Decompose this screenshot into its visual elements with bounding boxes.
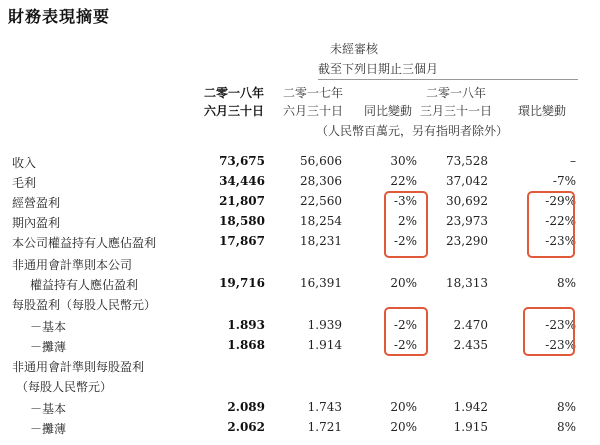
- table-row: [0, 398, 600, 418]
- row-value-col5: 8%: [556, 420, 576, 434]
- table-row: [0, 418, 600, 438]
- table-row: [0, 152, 600, 172]
- row-value-col1: 34,446: [219, 174, 265, 188]
- row-value-col3: 22%: [390, 174, 417, 188]
- row-value-col1: 19,716: [219, 276, 265, 290]
- row-value-col3: -2%: [393, 234, 417, 248]
- col4-head-line1: 二零一八年: [426, 86, 487, 100]
- row-value-col1: 1.893: [227, 318, 265, 332]
- row-label: 非通用會計準則本公司: [12, 258, 133, 272]
- col1-head-line1: 二零一八年: [204, 86, 265, 100]
- table-row: [0, 376, 600, 396]
- row-value-col4: 37,042: [446, 174, 488, 188]
- col4-head-line2: 三月三十一日: [420, 104, 493, 118]
- row-label: （每股人民幣元）: [16, 380, 113, 394]
- row-value-col1: 2.062: [227, 420, 265, 434]
- header-unaudited: 未經審核: [330, 42, 379, 56]
- row-value-col3: 30%: [390, 154, 417, 168]
- table-row: [0, 336, 600, 356]
- table-row: [0, 212, 600, 232]
- row-value-col5: 8%: [556, 400, 576, 414]
- row-label: 非通用會計準則每股盈利: [12, 360, 145, 374]
- row-value-col2: 1.721: [307, 420, 342, 434]
- row-value-col3: 20%: [390, 276, 417, 290]
- table-row: [0, 192, 600, 212]
- table-row: [0, 294, 600, 314]
- table-row: [0, 274, 600, 294]
- row-value-col1: 73,675: [219, 154, 265, 168]
- row-value-col4: 2.435: [453, 338, 488, 352]
- row-label: 每股盈利（每股人民幣元）: [12, 298, 157, 312]
- row-value-col4: 23,973: [446, 214, 488, 228]
- table-row: [0, 316, 600, 336]
- row-value-col2: 16,391: [300, 276, 342, 290]
- row-value-col5: –: [570, 154, 576, 168]
- row-label: －基本: [30, 402, 67, 416]
- row-value-col4: 23,290: [446, 234, 488, 248]
- row-value-col1: 21,807: [219, 194, 265, 208]
- row-label: 期內盈利: [12, 216, 61, 230]
- table-row: [0, 232, 600, 252]
- row-value-col2: 56,606: [300, 154, 342, 168]
- row-value-col3: -2%: [393, 318, 417, 332]
- col2-head-line2: 六月三十日: [283, 104, 344, 118]
- row-value-col5: -22%: [545, 214, 576, 228]
- row-value-col3: 20%: [390, 400, 417, 414]
- row-value-col5: -23%: [545, 234, 576, 248]
- row-value-col3: -3%: [393, 194, 417, 208]
- col1-head-line2: 六月三十日: [204, 104, 265, 118]
- row-label: 毛利: [12, 176, 37, 190]
- table-row: [0, 172, 600, 192]
- row-value-col3: 20%: [390, 420, 417, 434]
- units-note: （人民幣百萬元，另有指明者除外）: [316, 124, 509, 138]
- row-value-col3: -2%: [393, 338, 417, 352]
- row-value-col5: 8%: [556, 276, 576, 290]
- row-label: 經營盈利: [12, 196, 61, 210]
- row-value-col5: -23%: [545, 338, 576, 352]
- row-value-col4: 30,692: [446, 194, 488, 208]
- row-label: 收入: [12, 156, 37, 170]
- table-row: [0, 356, 600, 376]
- row-value-col2: 1.914: [307, 338, 342, 352]
- row-value-col5: -23%: [545, 318, 576, 332]
- col5-head-line2: 環比變動: [518, 104, 567, 118]
- row-value-col2: 18,231: [300, 234, 342, 248]
- row-value-col2: 1.939: [307, 318, 342, 332]
- row-value-col5: -29%: [545, 194, 576, 208]
- row-value-col3: 2%: [397, 214, 417, 228]
- row-label: －攤薄: [30, 422, 67, 436]
- row-value-col4: 73,528: [446, 154, 488, 168]
- row-value-col2: 22,560: [300, 194, 342, 208]
- row-value-col1: 1.868: [227, 338, 265, 352]
- row-value-col2: 1.743: [307, 400, 342, 414]
- row-label: －基本: [30, 320, 67, 334]
- row-value-col4: 2.470: [453, 318, 488, 332]
- row-value-col2: 18,254: [300, 214, 342, 228]
- row-value-col2: 28,306: [300, 174, 342, 188]
- col2-head-line1: 二零一七年: [283, 86, 344, 100]
- row-value-col1: 2.089: [227, 400, 265, 414]
- row-value-col4: 1.942: [453, 400, 488, 414]
- col3-head-line2: 同比變動: [364, 104, 413, 118]
- header-period: 截至下列日期止三個月: [318, 62, 439, 76]
- page-title: 財務表現摘要: [8, 7, 111, 26]
- row-label: －攤薄: [30, 340, 67, 354]
- row-value-col1: 18,580: [219, 214, 265, 228]
- row-value-col4: 18,313: [446, 276, 488, 290]
- table-row: [0, 254, 600, 274]
- row-label: 本公司權益持有人應佔盈利: [12, 236, 157, 250]
- header-rule: [318, 79, 578, 80]
- row-value-col5: -7%: [552, 174, 576, 188]
- row-value-col4: 1.915: [453, 420, 488, 434]
- row-label: 權益持有人應佔盈利: [30, 278, 139, 292]
- row-value-col1: 17,867: [219, 234, 265, 248]
